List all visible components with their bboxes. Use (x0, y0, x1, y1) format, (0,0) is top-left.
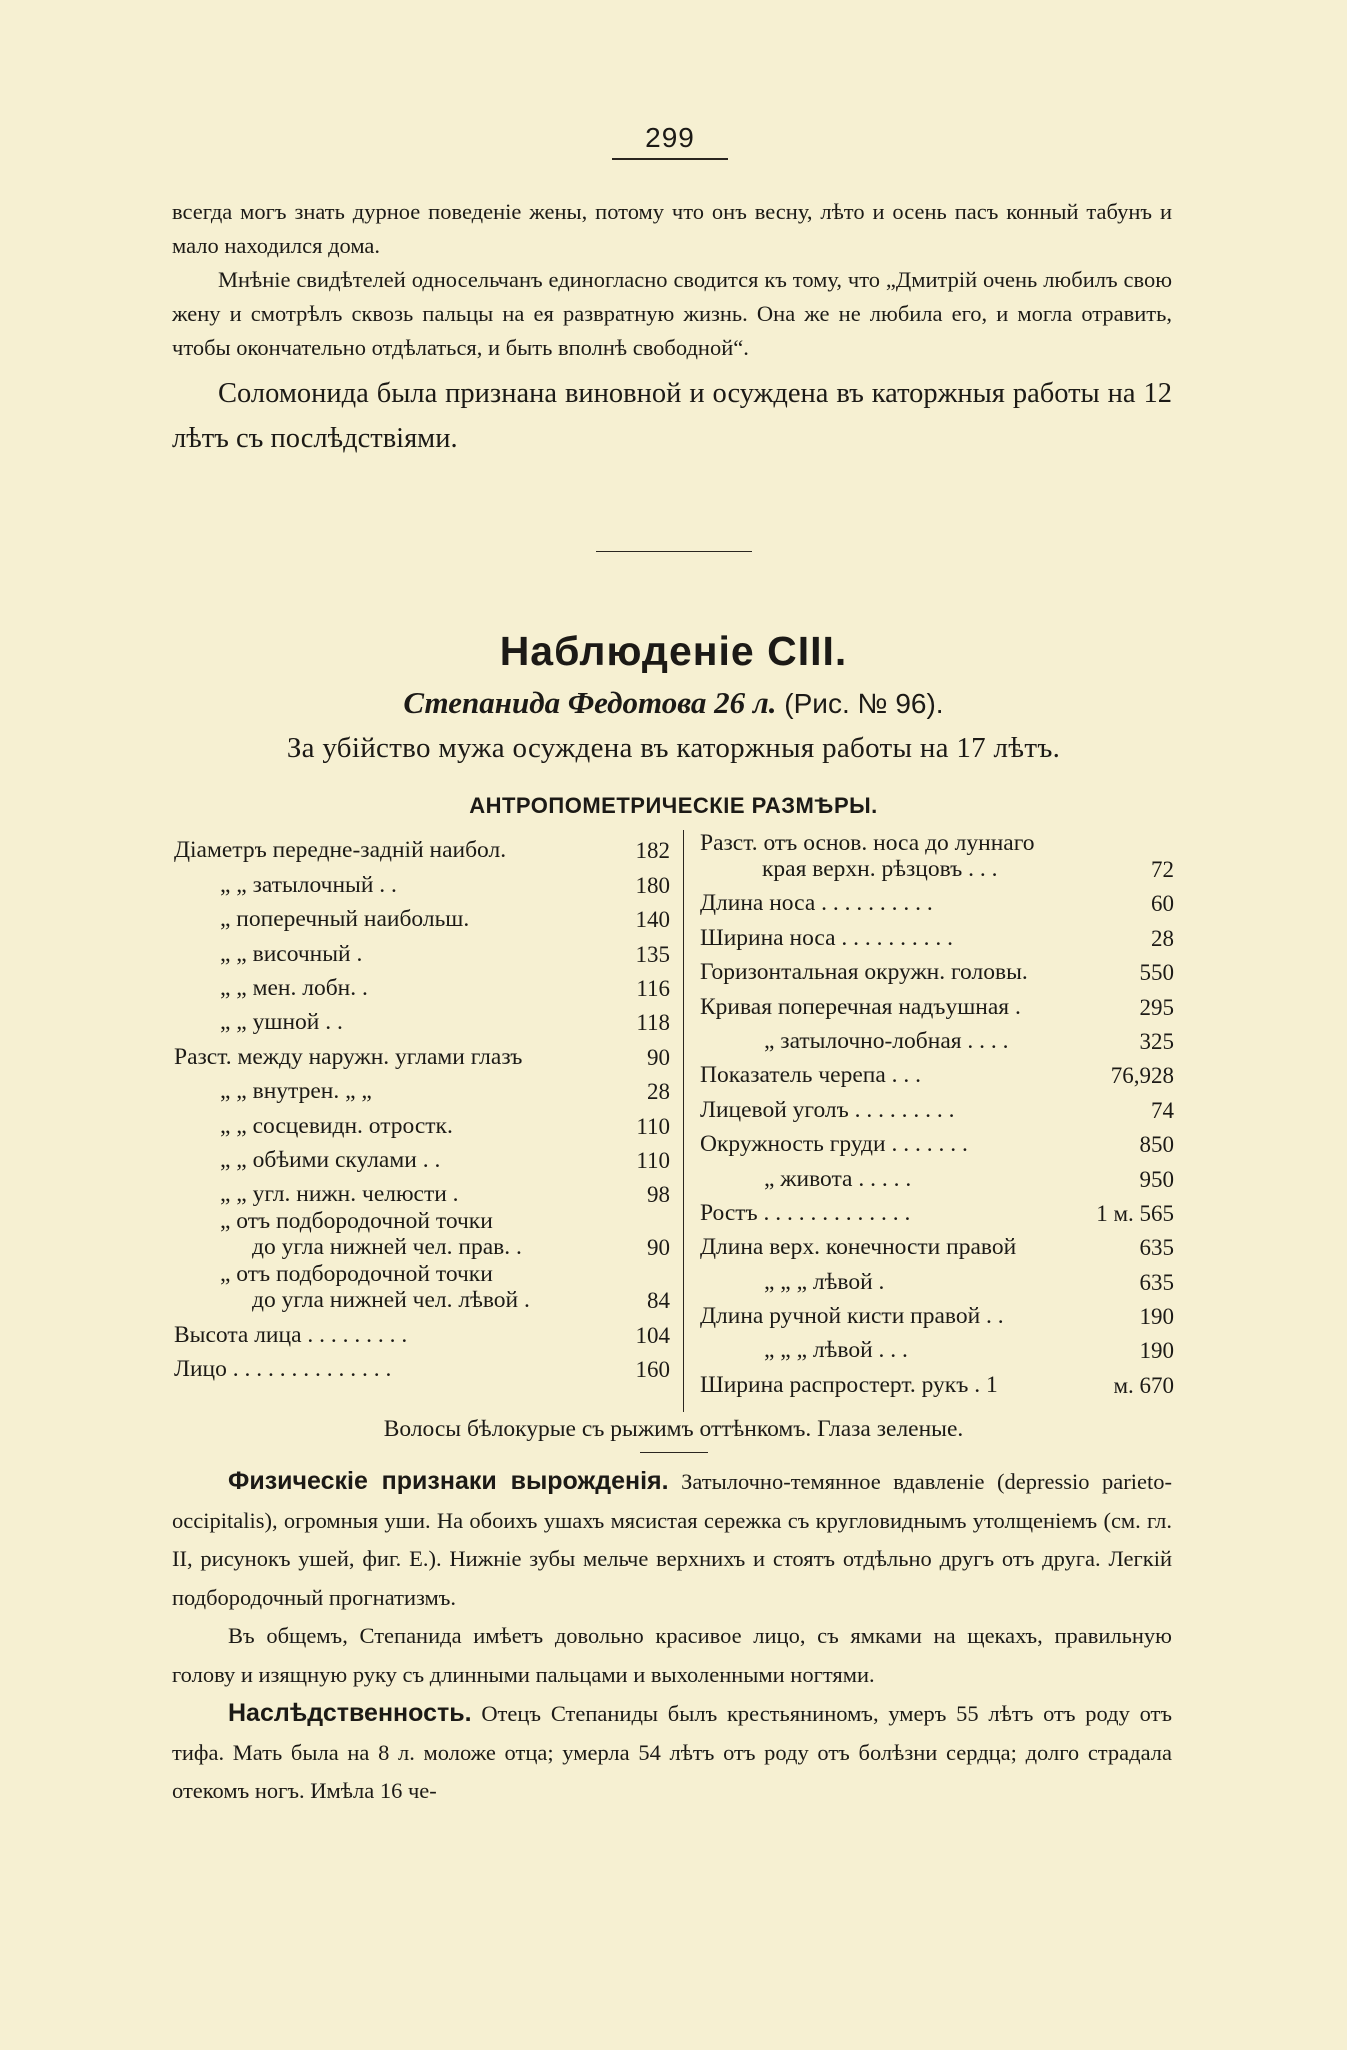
measurement-row: „ „ угл. нижн. челюсти . 98 (220, 1181, 670, 1208)
measurement-row: Діаметръ передне-задній наибол. 182 (174, 837, 670, 864)
measurement-row: „ „ „ лѣвой . 635 (764, 1268, 1174, 1295)
measurements-heading: АНТРОПОМЕТРИЧЕСКІЕ РАЗМѢРЫ. (469, 793, 878, 818)
subject-name: Степанида Федотова 26 л. (403, 685, 777, 720)
measurements-right-column (700, 830, 1174, 1399)
measurement-row: Высота лица . . . . . . . . . 104 (174, 1321, 670, 1348)
measurement-row: Окружность груди . . . . . . . 850 (700, 1131, 1174, 1158)
measurement-row: „ „ „ лѣвой . . . 190 (764, 1337, 1174, 1364)
measurement-row: „ живота . . . . . 950 (764, 1165, 1174, 1192)
measurement-row: „ „ затылочный . . 180 (220, 871, 670, 898)
intro-text (172, 195, 1172, 461)
measurement-row: „ отъ подбородочной точки до угла нижней чел. прав. . 90 (220, 1208, 670, 1261)
page-number: 299 (612, 122, 728, 160)
measurement-row: „ затылочно-лобная . . . . 325 (764, 1027, 1174, 1054)
measurement-row: „ отъ подбородочной точки до угла нижней чел. лѣвой . 84 (220, 1261, 670, 1314)
measurement-row: „ „ мен. лобн. . 116 (220, 974, 670, 1001)
hair-eyes-note: Волосы бѣлокурые съ рыжимъ оттѣнкомъ. Глаза зеленые. (383, 1416, 964, 1442)
measurement-row: Ширина носа . . . . . . . . . . 28 (700, 924, 1174, 951)
general-appearance-paragraph: Въ общемъ, Степанида имѣетъ довольно красивое лицо, съ ямками на щекахъ, правильную голову и изящную руку съ длинными пальцами и выхоленными ногтями. (172, 1623, 1172, 1687)
measurement-row: Горизонтальная окружн. головы. 550 (700, 959, 1174, 986)
heredity-paragraph (172, 1694, 1172, 1811)
measurement-row: Показатель черепа . . . 76,928 (700, 1062, 1174, 1089)
measurement-row: Ширина распростерт. рукъ . 1 м. 670 (700, 1371, 1174, 1398)
measurement-row: „ „ внутрен. „ „ 28 (220, 1078, 670, 1105)
measurement-row: Разст. отъ основ. носа до луннаго края верхн. рѣзцовъ . . . 72 (700, 830, 1174, 882)
measurement-row: Разст. между наружн. углами глазъ 90 (174, 1043, 670, 1070)
column-divider (683, 830, 684, 1412)
heredity-text: Отецъ Степаниды былъ крестьяниномъ, умеръ 55 лѣтъ отъ роду отъ тифа. Мать была на 8 л. моложе отца; умерла 54 лѣтъ отъ роду отъ болѣзни сердца; долго страдала отекомъ ногъ. Имѣла 16 че- (172, 1701, 1173, 1803)
measurement-row: „ „ обѣими скулами . . 110 (220, 1146, 670, 1173)
verdict-paragraph: Соломонида была признана виновной и осуждена въ каторжныя работы на 12 лѣтъ съ послѣдствіями. (172, 378, 1172, 454)
measurements-left-column (174, 830, 670, 1383)
measurement-row: „ „ височный . 135 (220, 940, 670, 967)
measurement-row: Ростъ . . . . . . . . . . . . . 1 м. 565 (700, 1199, 1174, 1226)
figure-reference: (Рис. № 96). (784, 688, 944, 719)
note-divider (640, 1452, 708, 1453)
section-divider (596, 551, 752, 552)
measurement-row: Длина носа . . . . . . . . . . 60 (700, 890, 1174, 917)
physical-signs-heading: Физическіе признаки вырожденія. (228, 1467, 669, 1495)
physical-signs-paragraph (172, 1462, 1172, 1617)
measurement-row: Длина ручной кисти правой . . 190 (700, 1303, 1174, 1330)
heredity-heading: Наслѣдственность. (228, 1699, 472, 1727)
measurement-row: „ „ сосцевидн. отростк. 110 (220, 1112, 670, 1139)
measurement-row: Лицевой уголъ . . . . . . . . . 74 (700, 1096, 1174, 1123)
physical-signs-text: Затылочно-темянное вдавленіе (depressio parieto-occipitalis), огромныя уши. На обоихъ ушахъ мясистая сережка съ кругловиднымъ утолщеніемъ (см. гл. II, рисунокъ ушей, фиг. E.). Нижніе зубы мельче верхнихъ и стоятъ отдѣльно другъ отъ друга. Легкій подбородочный прогнатизмъ. (172, 1469, 1172, 1610)
measurement-row: Лицо . . . . . . . . . . . . . . 160 (174, 1356, 670, 1383)
sentence-line: За убійство мужа осуждена въ каторжныя работы на 17 лѣтъ. (286, 732, 1061, 764)
physical-signs-section (172, 1462, 1172, 1811)
observation-title: Наблюденіе CIII. (499, 628, 848, 674)
measurement-row: Кривая поперечная надъушная . 295 (700, 993, 1174, 1020)
subject-line (0, 685, 1347, 721)
measurement-row: „ поперечный наибольш. 140 (220, 906, 670, 933)
measurement-row: Длина верх. конечности правой 635 (700, 1234, 1174, 1261)
intro-paragraph-2: Мнѣніе свидѣтелей односельчанъ единогласно сводится къ тому, что „Дмитрій очень любилъ свою жену и смотрѣлъ сквозь пальцы на ея развратную жизнь. Она же не любила его, и могла отравить, чтобы окончательно отдѣлаться, и быть вполнѣ свободной“. (172, 267, 1172, 360)
measurement-row: „ „ ушной . . 118 (220, 1009, 670, 1036)
intro-paragraph-1: всегда могъ знать дурное поведеніе жены, потому что онъ весну, лѣто и осень пасъ конный табунъ и мало находился дома. (172, 199, 1172, 258)
